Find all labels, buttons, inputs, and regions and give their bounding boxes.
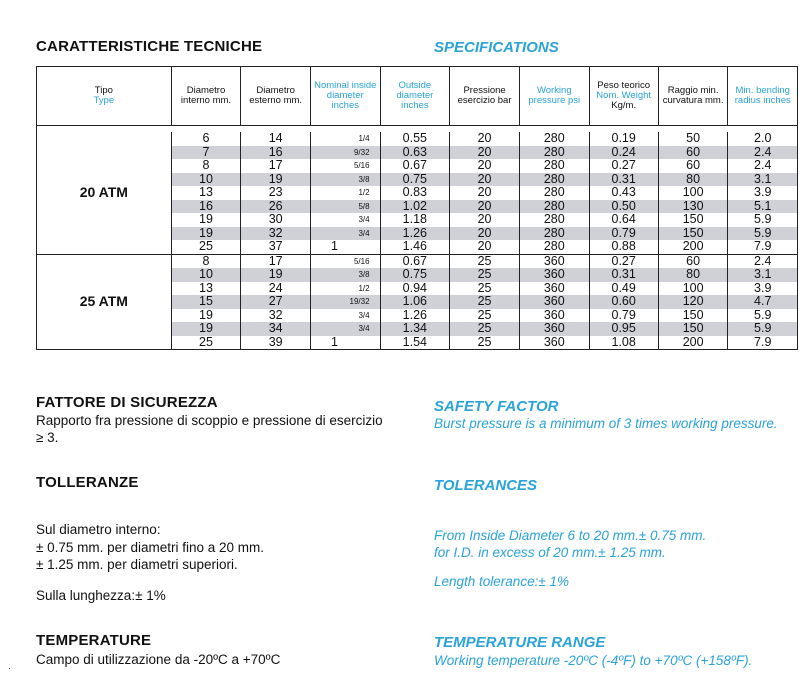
tolerances-it-3: ± 1.25 mm. per diametri superiori.	[36, 557, 238, 572]
table-cell: 280	[519, 132, 589, 146]
table-cell: 0.88	[589, 240, 658, 254]
table-cell: 0.79	[589, 227, 658, 241]
tolerances-en-1: From Inside Diameter 6 to 20 mm.± 0.75 mm.	[434, 528, 707, 543]
table-cell: 100	[658, 282, 728, 296]
safety-title-italian: FATTORE DI SICUREZZA	[36, 394, 218, 411]
table-cell: 2.4	[728, 254, 798, 268]
table-cell: 25	[450, 254, 520, 268]
specifications-table	[36, 66, 798, 350]
table-cell: 0.75	[380, 173, 450, 187]
table-cell: 17	[241, 159, 311, 173]
table-cell: 3/4	[310, 322, 380, 336]
table-cell: 5/8	[310, 200, 380, 214]
table-cell: 23	[241, 186, 311, 200]
table-cell: 0.24	[589, 146, 658, 160]
table-cell: 19/32	[310, 295, 380, 309]
table-cell: 1.08	[589, 336, 658, 350]
table-cell: 280	[519, 173, 589, 187]
tolerances-it-1: Sul diametro interno:	[36, 522, 161, 537]
scan-speck: ·	[8, 664, 11, 673]
table-cell: 1.02	[380, 200, 450, 214]
table-cell: 150	[658, 309, 728, 323]
table-cell: 3/8	[310, 268, 380, 282]
table-cell: 17	[241, 254, 311, 268]
table-cell: 34	[241, 322, 311, 336]
table-cell: 1.34	[380, 322, 450, 336]
table-cell: 100	[658, 186, 728, 200]
table-cell: 6	[171, 132, 241, 146]
table-cell: 80	[658, 173, 728, 187]
table-cell: 8	[171, 159, 241, 173]
col-type-en: Type	[93, 95, 115, 106]
table-cell: 5/16	[310, 159, 380, 173]
table-cell: 1.54	[380, 336, 450, 350]
table-cell: 3/4	[310, 227, 380, 241]
table-cell: 0.60	[589, 295, 658, 309]
table-row	[37, 132, 798, 146]
table-cell: 1/2	[310, 186, 380, 200]
table-cell: 200	[658, 240, 728, 254]
col-weight-unit: Kg/m.	[611, 100, 637, 111]
table-cell: 20	[450, 146, 520, 160]
table-cell: 3.9	[728, 282, 798, 296]
tolerances-en-3: Length tolerance:± 1%	[434, 574, 569, 589]
table-cell: 360	[519, 336, 589, 350]
table-cell: 280	[519, 200, 589, 214]
table-cell: 0.79	[589, 309, 658, 323]
table-cell: 39	[241, 336, 311, 350]
table-cell: 20	[450, 132, 520, 146]
table-cell: 3.1	[728, 173, 798, 187]
table-cell: 4.7	[728, 295, 798, 309]
table-row	[37, 254, 798, 268]
table-cell: 0.43	[589, 186, 658, 200]
temperature-text-italian: Campo di utilizzazione da -20ºC a +70ºC	[36, 652, 281, 667]
table-cell: 0.95	[589, 322, 658, 336]
table-cell: 5.1	[728, 200, 798, 214]
col-weight-en: Nom. Weight	[596, 90, 652, 101]
table-cell: 360	[519, 268, 589, 282]
table-cell: 25	[450, 336, 520, 350]
safety-text-italian-2: ≥ 3.	[36, 430, 59, 445]
table-cell: 280	[519, 146, 589, 160]
table-cell: 25	[450, 295, 520, 309]
table-cell: 0.67	[380, 159, 450, 173]
table-cell: 25	[450, 309, 520, 323]
table-cell: 150	[658, 227, 728, 241]
table-cell: 130	[658, 200, 728, 214]
table-cell: 3/8	[310, 173, 380, 187]
table-cell: 32	[241, 309, 311, 323]
table-cell: 0.49	[589, 282, 658, 296]
table-cell: 8	[171, 254, 241, 268]
table-cell: 1	[310, 240, 380, 254]
table-cell: 3/4	[310, 309, 380, 323]
table-cell: 360	[519, 282, 589, 296]
col-weight	[589, 67, 658, 126]
col-type	[37, 67, 172, 126]
table-cell: 360	[519, 322, 589, 336]
table-cell: 27	[241, 295, 311, 309]
temperature-title-italian: TEMPERATURE	[36, 632, 152, 649]
table-cell: 3/4	[310, 213, 380, 227]
table-cell: 280	[519, 186, 589, 200]
table-cell: 20	[450, 213, 520, 227]
table-cell: 0.50	[589, 200, 658, 214]
table-cell: 1.06	[380, 295, 450, 309]
table-cell: 13	[171, 186, 241, 200]
table-cell: 20	[450, 173, 520, 187]
table-cell: 0.63	[380, 146, 450, 160]
table-cell: 10	[171, 173, 241, 187]
table-cell: 32	[241, 227, 311, 241]
table-cell: 0.27	[589, 254, 658, 268]
table-cell: 1.46	[380, 240, 450, 254]
title-italian: CARATTERISTICHE TECNICHE	[36, 38, 263, 55]
tolerances-title-english: TOLERANCES	[434, 477, 538, 494]
table-cell: 0.19	[589, 132, 658, 146]
table-cell: 60	[658, 146, 728, 160]
col-outer-diameter: Diametro esterno mm.	[241, 67, 311, 126]
table-cell: 26	[241, 200, 311, 214]
table-cell: 7	[171, 146, 241, 160]
table-cell: 3.9	[728, 186, 798, 200]
table-cell: 280	[519, 227, 589, 241]
table-cell: 0.83	[380, 186, 450, 200]
table-cell: 280	[519, 213, 589, 227]
table-cell: 280	[519, 159, 589, 173]
table-cell: 80	[658, 268, 728, 282]
table-cell: 2.0	[728, 132, 798, 146]
temperature-title-english: TEMPERATURE RANGE	[434, 634, 606, 651]
col-radius-mm: Raggio min. curvatura mm.	[658, 67, 728, 126]
table-cell: 15	[171, 295, 241, 309]
tolerances-it-4: Sulla lunghezza:± 1%	[36, 588, 166, 603]
col-radius-inches: Min. bending radius inches	[728, 67, 798, 126]
table-cell: 150	[658, 213, 728, 227]
table-cell: 20	[450, 240, 520, 254]
table-cell: 2.4	[728, 146, 798, 160]
col-outside-inches: Outside diameter inches	[380, 67, 450, 126]
table-cell: 200	[658, 336, 728, 350]
table-cell: 25	[450, 282, 520, 296]
table-cell: 14	[241, 132, 311, 146]
table-cell: 25	[171, 336, 241, 350]
table-cell: 5.9	[728, 322, 798, 336]
table-cell: 19	[171, 322, 241, 336]
table-cell: 120	[658, 295, 728, 309]
table-cell: 20	[450, 200, 520, 214]
table-cell: 0.27	[589, 159, 658, 173]
tolerances-title-italian: TOLLERANZE	[36, 474, 139, 491]
col-type-it: Tipo	[94, 85, 113, 96]
title-english: SPECIFICATIONS	[434, 39, 559, 56]
table-cell: 60	[658, 159, 728, 173]
safety-title-english: SAFETY FACTOR	[434, 398, 559, 415]
table-cell: 360	[519, 254, 589, 268]
tolerances-en-2: for I.D. in excess of 20 mm.± 1.25 mm.	[434, 545, 666, 560]
table-cell: 13	[171, 282, 241, 296]
temperature-text-english: Working temperature -20ºC (-4ºF) to +70ºC (+158ºF).	[434, 653, 753, 668]
table-cell: 1.26	[380, 309, 450, 323]
table-cell: 19	[171, 213, 241, 227]
table-cell: 1/4	[310, 132, 380, 146]
table-cell: 50	[658, 132, 728, 146]
table-cell: 5/16	[310, 254, 380, 268]
table-cell: 19	[171, 309, 241, 323]
table-cell: 1	[310, 336, 380, 350]
table-cell: 30	[241, 213, 311, 227]
col-weight-it: Peso teorico	[597, 80, 651, 91]
group-label: 20 ATM	[37, 132, 172, 254]
table-cell: 0.31	[589, 268, 658, 282]
table-header-row	[37, 67, 798, 126]
table-cell: 0.55	[380, 132, 450, 146]
table-cell: 0.64	[589, 213, 658, 227]
tolerances-it-2: ± 0.75 mm. per diametri fino a 20 mm.	[36, 540, 264, 555]
table-cell: 360	[519, 309, 589, 323]
table-cell: 25	[450, 268, 520, 282]
table-cell: 1.18	[380, 213, 450, 227]
group-label: 25 ATM	[37, 254, 172, 350]
table-cell: 37	[241, 240, 311, 254]
col-nominal-inside: Nominal inside diameter inches	[310, 67, 380, 126]
table-cell: 5.9	[728, 227, 798, 241]
table-cell: 150	[658, 322, 728, 336]
table-cell: 16	[241, 146, 311, 160]
table-cell: 20	[450, 186, 520, 200]
table-cell: 360	[519, 295, 589, 309]
table-cell: 3.1	[728, 268, 798, 282]
table-cell: 16	[171, 200, 241, 214]
col-pressure-bar: Pressione esercizio bar	[450, 67, 520, 126]
table-cell: 25	[450, 322, 520, 336]
table-cell: 0.94	[380, 282, 450, 296]
table-cell: 1.26	[380, 227, 450, 241]
table-cell: 7.9	[728, 336, 798, 350]
table-cell: 10	[171, 268, 241, 282]
table-cell: 19	[241, 268, 311, 282]
table-cell: 24	[241, 282, 311, 296]
table-cell: 2.4	[728, 159, 798, 173]
table-cell: 19	[171, 227, 241, 241]
table-cell: 60	[658, 254, 728, 268]
table-cell: 5.9	[728, 213, 798, 227]
table-cell: 0.75	[380, 268, 450, 282]
table-cell: 9/32	[310, 146, 380, 160]
table-cell: 20	[450, 159, 520, 173]
col-inner-diameter: Diametro interno mm.	[171, 67, 241, 126]
table-cell: 0.31	[589, 173, 658, 187]
table-cell: 5.9	[728, 309, 798, 323]
table-cell: 0.67	[380, 254, 450, 268]
safety-text-italian-1: Rapporto fra pressione di scoppio e pressione di esercizio	[36, 413, 383, 428]
table-cell: 7.9	[728, 240, 798, 254]
col-pressure-psi: Working pressure psi	[519, 67, 589, 126]
table-cell: 25	[171, 240, 241, 254]
table-cell: 1/2	[310, 282, 380, 296]
table-cell: 20	[450, 227, 520, 241]
table-cell: 280	[519, 240, 589, 254]
safety-text-english: Burst pressure is a minimum of 3 times working pressure.	[434, 416, 778, 431]
table-cell: 19	[241, 173, 311, 187]
